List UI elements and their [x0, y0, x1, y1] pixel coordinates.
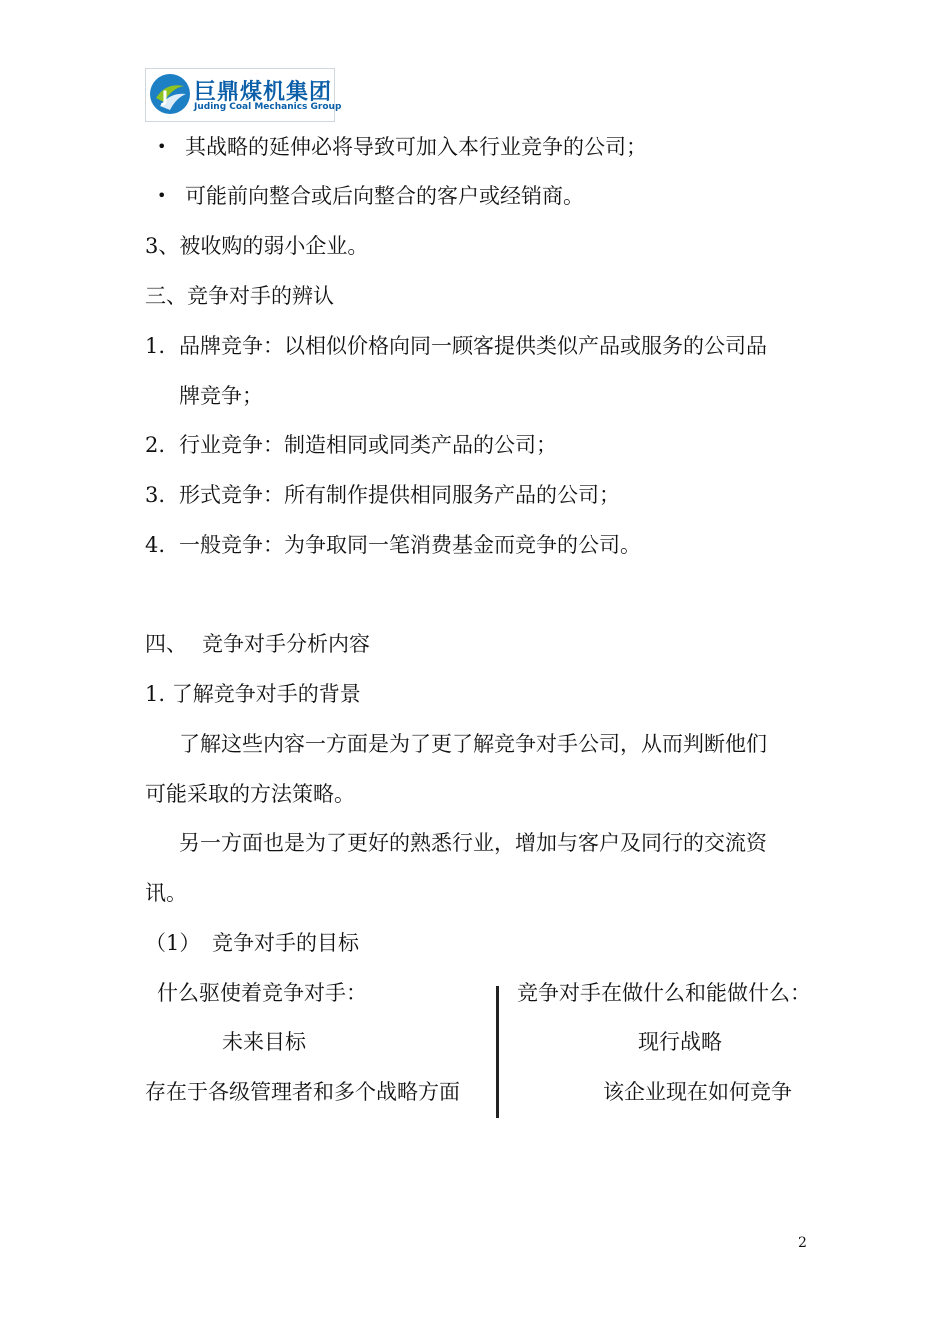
svg-text:J: J — [162, 87, 168, 106]
bullet-item-1: 其战略的延伸必将导致可加入本行业竞争的公司； — [185, 135, 647, 159]
diagram-left-item: 未来目标 — [222, 1030, 306, 1054]
section-heading-4-number: 四、 — [145, 632, 187, 656]
list-item-3: 3、被收购的弱小企业。 — [145, 234, 369, 258]
paragraph-2-line-2: 讯。 — [145, 881, 187, 905]
subsection-number: （1） — [145, 931, 201, 955]
diagram-right-title: 竞争对手在做什么和能做什么： — [517, 981, 811, 1005]
numbered-item-number: 1. — [145, 334, 166, 358]
numbered-item-text: 行业竞争：制造相同或同类产品的公司； — [179, 433, 557, 457]
section-heading-4-text: 竞争对手分析内容 — [202, 632, 370, 656]
numbered-item-text: 一般竞争：为争取同一笔消费基金而竞争的公司。 — [179, 533, 641, 557]
diagram-right-description: 该企业现在如何竞争 — [603, 1080, 792, 1104]
logo-brand-english: Juding Coal Mechanics Group — [194, 102, 342, 112]
numbered-item-continuation: 牌竞争； — [179, 384, 263, 408]
diagram-divider — [496, 986, 499, 1118]
subheading-background: 1. 了解竞争对手的背景 — [145, 682, 361, 706]
page-number: 2 — [798, 1235, 807, 1251]
numbered-item-number: 4. — [145, 533, 166, 557]
diagram-left-description: 存在于各级管理者和多个战略方面 — [145, 1080, 460, 1104]
bullet-item-2: 可能前向整合或后向整合的客户或经销商。 — [185, 184, 584, 208]
paragraph-2-line-1: 另一方面也是为了更好的熟悉行业，增加与客户及同行的交流资 — [179, 831, 767, 855]
logo-emblem-icon — [148, 72, 192, 116]
numbered-item-number: 2. — [145, 433, 166, 457]
paragraph-1-line-1: 了解这些内容一方面是为了更了解竞争对手公司，从而判断他们 — [179, 732, 767, 756]
diagram-right-item: 现行战略 — [638, 1030, 722, 1054]
company-logo — [145, 68, 342, 122]
bullet-dot: • — [157, 137, 167, 156]
numbered-item-number: 3. — [145, 483, 166, 507]
paragraph-1-line-2: 可能采取的方法策略。 — [145, 782, 355, 806]
logo-brand-name: 巨鼎煤机集团 — [194, 80, 333, 105]
section-heading-3: 三、竞争对手的辨认 — [145, 284, 334, 308]
numbered-item-text: 品牌竞争：以相似价格向同一顾客提供类似产品或服务的公司品 — [179, 334, 767, 358]
numbered-item-text: 形式竞争：所有制作提供相同服务产品的公司； — [179, 483, 620, 507]
bullet-dot: • — [157, 186, 167, 205]
subsection-title: 竞争对手的目标 — [212, 931, 359, 955]
diagram-left-title: 什么驱使着竞争对手： — [157, 981, 367, 1005]
